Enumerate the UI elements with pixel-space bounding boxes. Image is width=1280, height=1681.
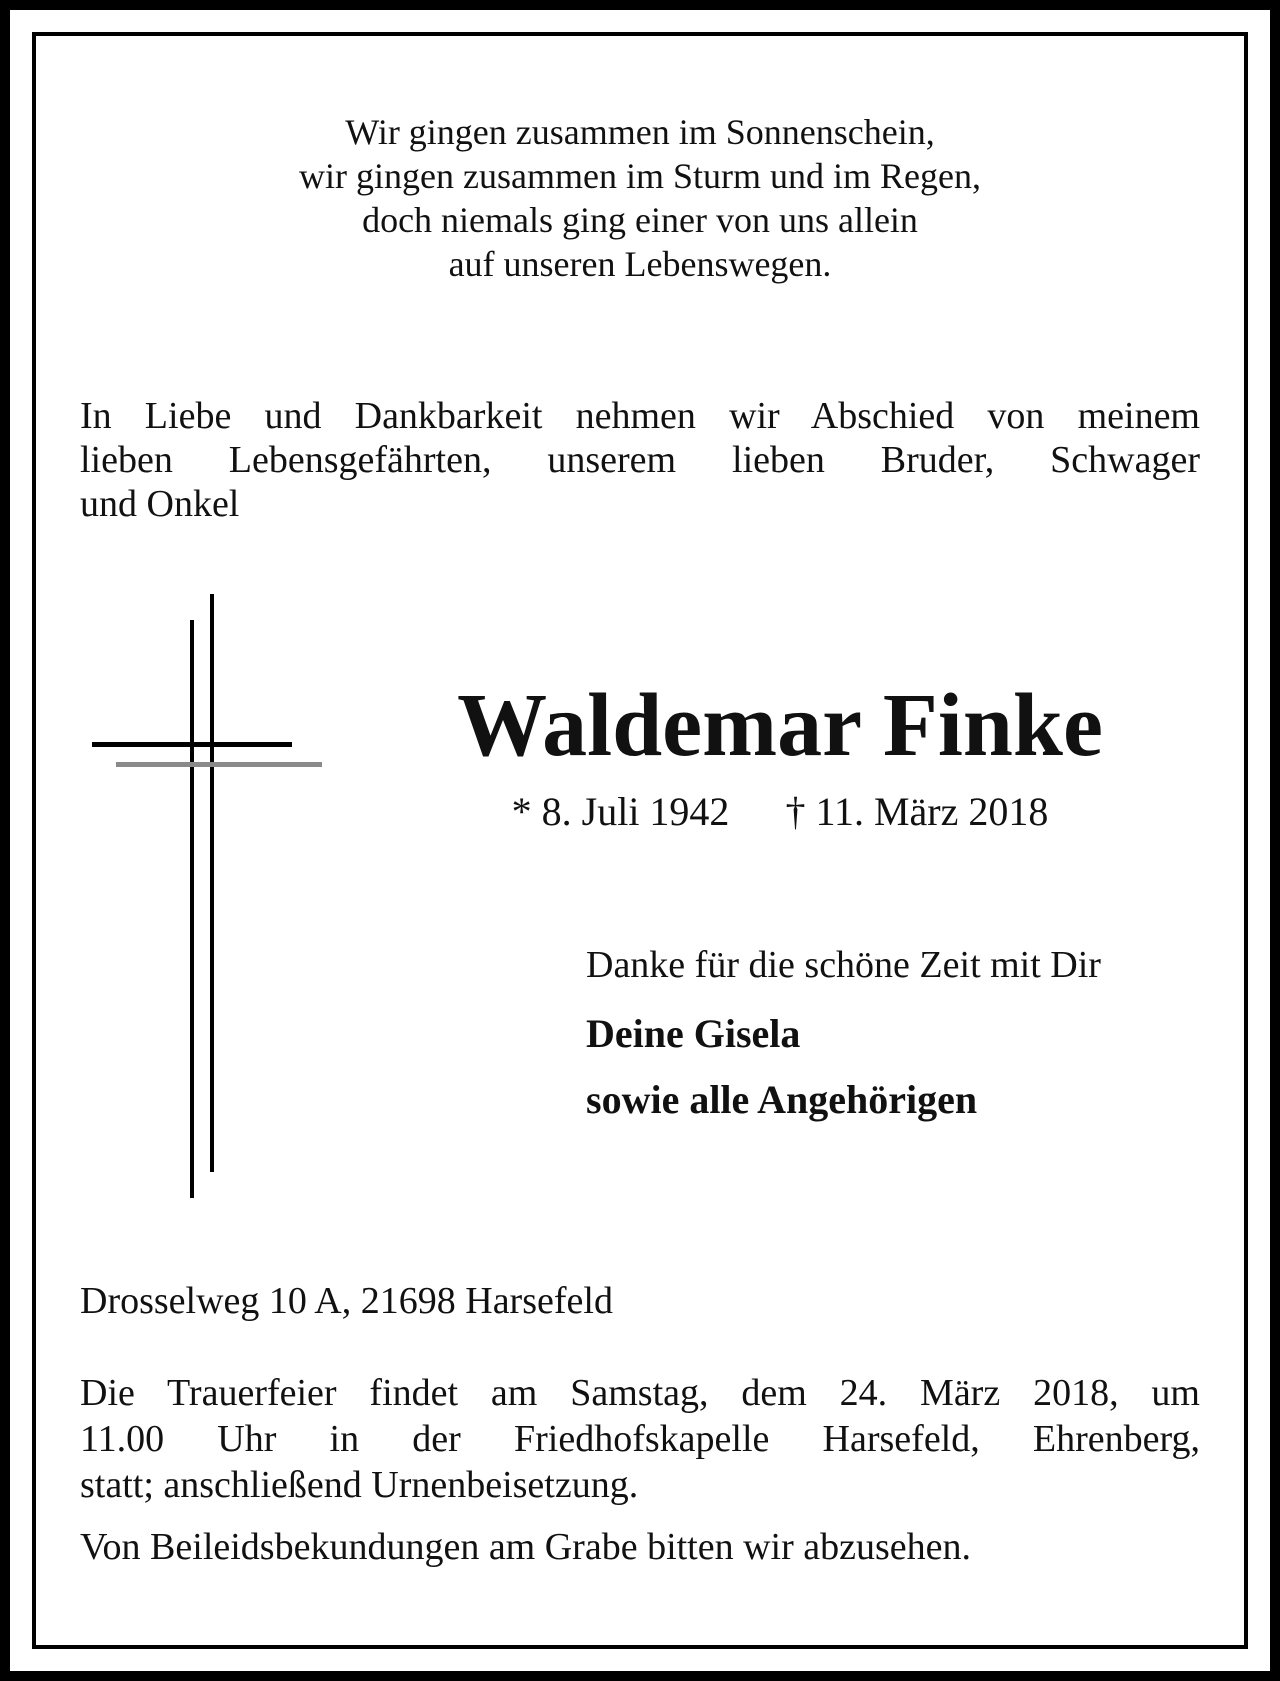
service-line: 11.00 Uhr in der Friedhofskapelle Harsefeld, Ehrenberg, (80, 1418, 1200, 1460)
poem-line: wir gingen zusammen im Sturm und im Regen, (299, 156, 981, 196)
birth-date: * 8. Juli 1942 (511, 789, 730, 834)
life-dates (400, 788, 1160, 836)
signature-line: Deine Gisela (586, 1011, 801, 1056)
deceased-name: Waldemar Finke (457, 676, 1103, 775)
cross-horizontal-front (92, 742, 292, 747)
poem-line: Wir gingen zusammen im Sonnenschein, (345, 112, 935, 152)
address: Drosselweg 10 A, 21698 Harsefeld (80, 1280, 613, 1322)
cross-horizontal-shadow (116, 762, 322, 767)
poem-line: auf unseren Lebenswegen. (448, 244, 832, 284)
service-line: statt; anschließend Urnenbeisetzung. (80, 1464, 639, 1506)
cross-vertical-back (190, 620, 194, 1198)
condolence-note: Von Beileidsbekundungen am Grabe bitten wir abzusehen. (80, 1526, 972, 1568)
cross-vertical-front (210, 594, 214, 1172)
thanks-line: Danke für die schöne Zeit mit Dir (586, 944, 1101, 986)
intro-line: In Liebe und Dankbarkeit nehmen wir Abschied von meinem (80, 395, 1200, 437)
death-date: † 11. März 2018 (785, 789, 1049, 834)
service-info (80, 1370, 1200, 1508)
signature-line: sowie alle Angehörigen (586, 1077, 978, 1122)
service-line: Die Trauerfeier findet am Samstag, dem 24. März 2018, um (80, 1372, 1200, 1414)
intro-line: lieben Lebensgefährten, unserem lieben Bruder, Schwager (80, 439, 1200, 481)
intro-line: und Onkel (80, 483, 240, 525)
intro-text (80, 394, 1200, 526)
poem (40, 110, 1240, 286)
poem-line: doch niemals ging einer von uns allein (362, 200, 918, 240)
